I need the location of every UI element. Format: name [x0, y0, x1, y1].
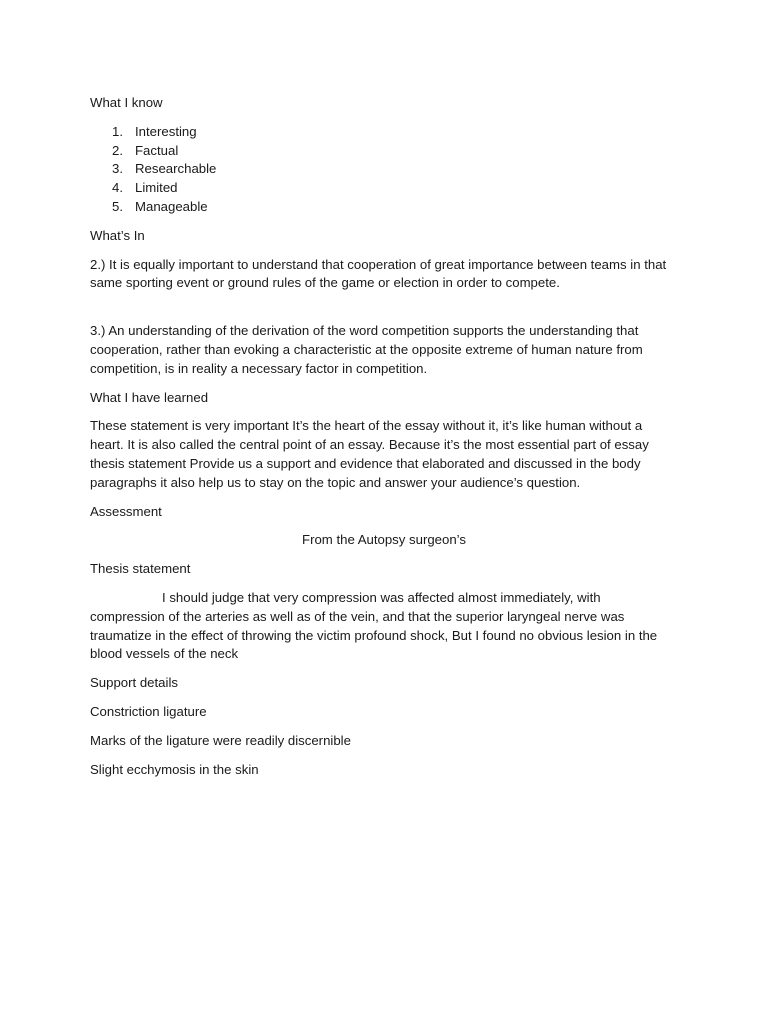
heading-support-details: Support details — [90, 675, 178, 691]
blank-line — [90, 303, 678, 322]
heading-whats-in: What’s In — [90, 227, 145, 243]
paragraph-item-2: 2.) It is equally important to understand that cooperation of great importance between teams in that same sporting event or ground rules of the game or election in order to compete. — [90, 256, 667, 291]
list-number: 4. — [112, 180, 123, 196]
list-number: 1. — [112, 123, 123, 139]
list-item — [90, 123, 678, 142]
list-number: 5. — [112, 198, 123, 214]
support-detail-item: Constriction ligature — [90, 703, 207, 719]
heading-assessment: Assessment — [90, 503, 162, 519]
list-item-label: Limited — [135, 180, 178, 196]
heading-what-i-know: What I know — [90, 95, 163, 110]
list-number: 2. — [112, 142, 123, 158]
list-item-label: Factual — [135, 142, 179, 158]
paragraph-item-3: 3.) An understanding of the derivation of the word competition supports the understanding that cooperation, rather than evoking a characteristic at the opposite extreme of human nature from competition, is in reality a necessary factor in competition. — [90, 323, 643, 376]
list-item — [90, 142, 678, 161]
list-item — [90, 198, 678, 217]
heading-what-i-have-learned: What I have learned — [90, 389, 209, 405]
list-item-label: Interesting — [135, 123, 197, 139]
list-item — [90, 160, 678, 179]
list-item-label: Researchable — [135, 161, 217, 177]
support-detail-item: Marks of the ligature were readily discernible — [90, 732, 351, 748]
list-item — [90, 179, 678, 198]
what-i-know-list — [90, 123, 678, 217]
paragraph-thesis: I should judge that very compression was affected almost immediately, with compression of the arteries as well as of the vein, and that the superior laryngeal nerve was traumatize in the effect of throwing the victim profound shock, But I found no obvious lesion in the blood vessels of the neck — [90, 589, 658, 662]
list-item-label: Manageable — [135, 198, 208, 214]
list-number: 3. — [112, 161, 123, 177]
paragraph-learned: These statement is very important It’s the heart of the essay without it, it’s like human without a heart. It is also called the central point of an essay. Because it’s the most essential part of essay thesis statement Provide us a support and evidence that elaborated and discussed in the body paragraphs it also help us to stay on the topic and answer your audience’s question. — [90, 418, 649, 490]
support-detail-item: Slight ecchymosis in the skin — [90, 761, 259, 777]
heading-thesis-statement: Thesis statement — [90, 561, 191, 577]
assessment-subtitle: From the Autopsy surgeon’s — [302, 532, 466, 548]
